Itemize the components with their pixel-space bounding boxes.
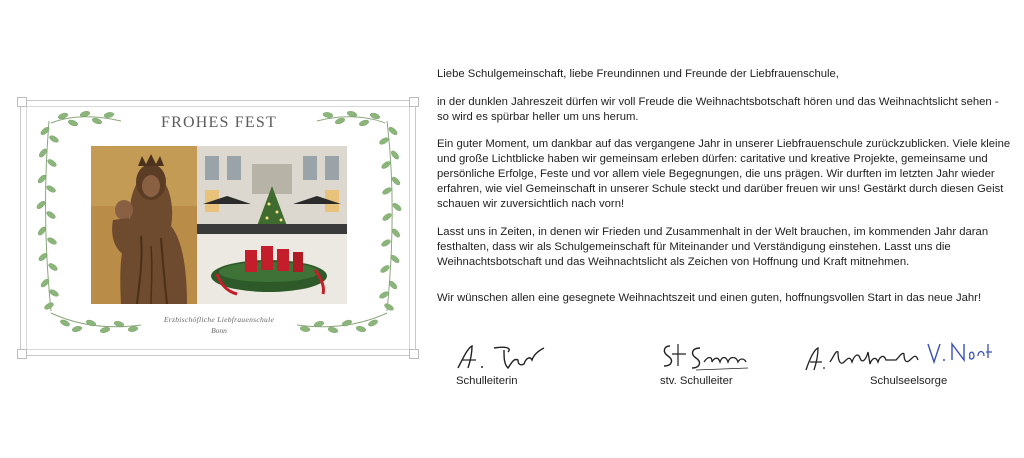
school-city: Bonn xyxy=(211,326,227,335)
letter-paragraph: in der dunklen Jahreszeit dürfen wir voll Freude die Weihnachtsbotschaft hören und das Weihnachtslicht sehen - so wird es spürbar heller um uns herum. xyxy=(437,96,999,123)
madonna-statue-photo xyxy=(91,146,197,304)
christmas-card xyxy=(20,100,416,356)
card-title: FROHES FEST xyxy=(161,114,277,131)
signature-vice-principal xyxy=(656,340,752,372)
letter-paragraph: Wir wünschen allen eine gesegnete Weihnachtszeit und einen guten, hoffnungsvollen Start in das neue Jahr! xyxy=(437,292,982,304)
signature-principal xyxy=(452,340,552,372)
letter-greeting: Liebe Schulgemeinschaft, liebe Freundinnen und Freunde der Liebfrauenschule, xyxy=(437,68,839,80)
school-name: Erzbischöfliche Liebfrauenschule xyxy=(163,315,275,324)
letter-paragraph: Lasst uns in Zeiten, in denen wir Frieden und Zusammenhalt in der Welt brauchen, im kommenden Jahr daran festhalten, dass wir als Schulgemeinschaft für Miteinander und Verständigung einstehen. Lasst uns die Weihnachtsbotschaft und das Weihnachtslicht als Zeichen von Hoffnung und Kraft mitnehmen. xyxy=(437,226,989,268)
letter-paragraph: Ein guter Moment, um dankbar auf das vergangene Jahr in unserer Liebfrauenschule zurückzublicken. Viele kleine und große Lichtblicke haben wir gemeinsam erleben dürfen: caritative und kreative Projekte, gemeinsame und persönliche Erfolge, Feste und vor allem viele Begegnungen, die uns prägen. Wir durften im letzten Jahr wieder erfahren, wie viel Gemeinschaft in unserer Schule steckt und darüber freuen wir uns! Gestärkt durch diesen Geist schauen wir zuversichtlich nach vorn! xyxy=(437,138,1011,210)
signature-role: Schulseelsorge xyxy=(870,375,948,387)
signature-role: stv. Schulleiter xyxy=(660,375,733,387)
signature-chaplaincy xyxy=(802,338,998,374)
school-courtyard-photo xyxy=(197,146,347,304)
signature-role: Schulleiterin xyxy=(456,375,518,387)
